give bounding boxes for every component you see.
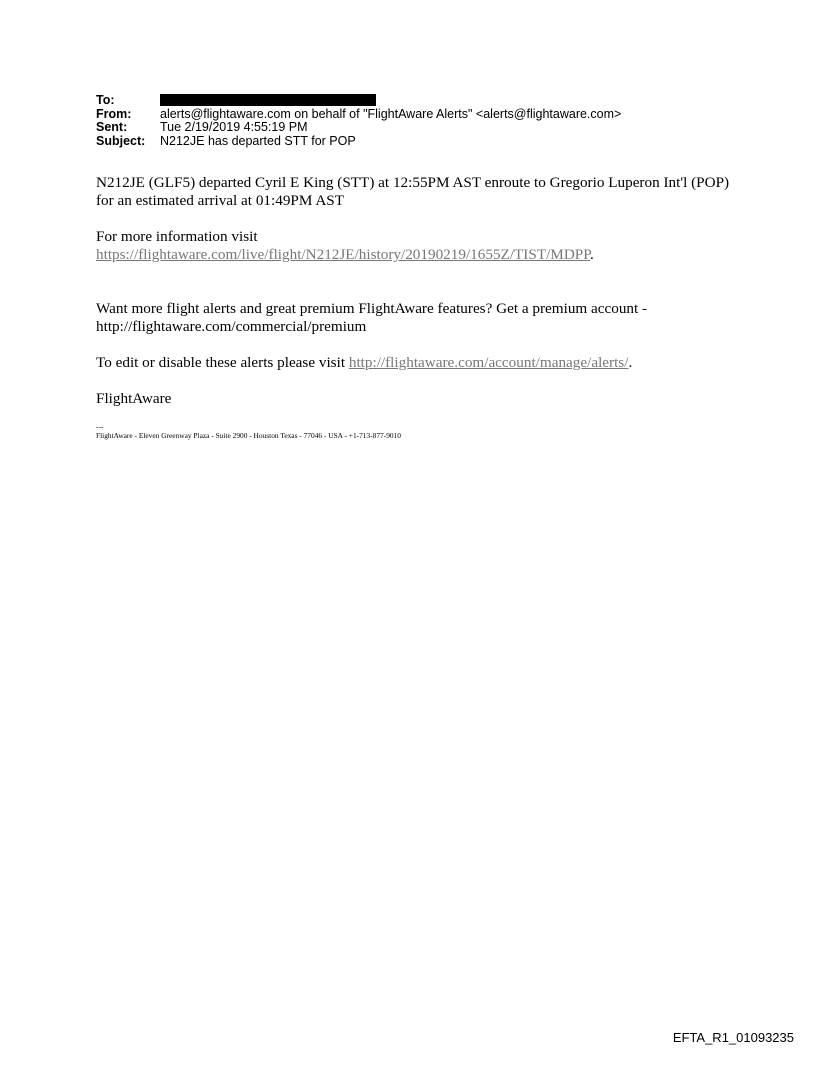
edit-suffix: .: [628, 354, 633, 371]
email-footer: [96, 422, 401, 440]
redaction-bar: [160, 94, 376, 106]
subject-row: [96, 135, 621, 149]
to-label: To:: [96, 93, 115, 107]
sent-row: [96, 121, 621, 135]
edit-alerts-paragraph: [96, 354, 736, 372]
flight-history-link[interactable]: https://flightaware.com/live/flight/N212JE/history/20190219/1655Z/TIST/MDPP: [96, 246, 590, 263]
sent-value: Tue 2/19/2019 4:55:19 PM: [160, 120, 308, 134]
sent-label: Sent:: [96, 120, 128, 134]
info-paragraph: [96, 228, 736, 264]
info-text: For more information visit: [96, 228, 258, 245]
subject-value: N212JE has departed STT for POP: [160, 133, 356, 148]
document-id: EFTA_R1_01093235: [672, 1030, 794, 1045]
from-row: [96, 108, 621, 122]
footer-separator: ---: [96, 422, 104, 431]
from-label: From:: [96, 106, 132, 121]
manage-alerts-link[interactable]: http://flightaware.com/account/manage/alerts/: [348, 354, 629, 371]
email-body: [96, 174, 736, 408]
info-suffix: .: [590, 246, 594, 263]
from-value: alerts@flightaware.com on behalf of "FlightAware Alerts" <alerts@flightaware.com>: [160, 106, 622, 121]
premium-paragraph: Want more flight alerts and great premium FlightAware features? Get a premium account - http://flightaware.com/commercial/premium: [96, 300, 648, 335]
edit-text: To edit or disable these alerts please visit: [96, 354, 346, 371]
footer-address: FlightAware - Eleven Greenway Plaza - Suite 2900 - Houston Texas - 77046 - USA - +1-713-877-9010: [96, 431, 401, 440]
signature: FlightAware: [96, 390, 172, 407]
subject-label: Subject:: [96, 133, 146, 148]
departure-paragraph: N212JE (GLF5) departed Cyril E King (STT) at 12:55PM AST enroute to Gregorio Luperon Int'l (POP) for an estimated arrival at 01:49PM AST: [96, 174, 730, 209]
